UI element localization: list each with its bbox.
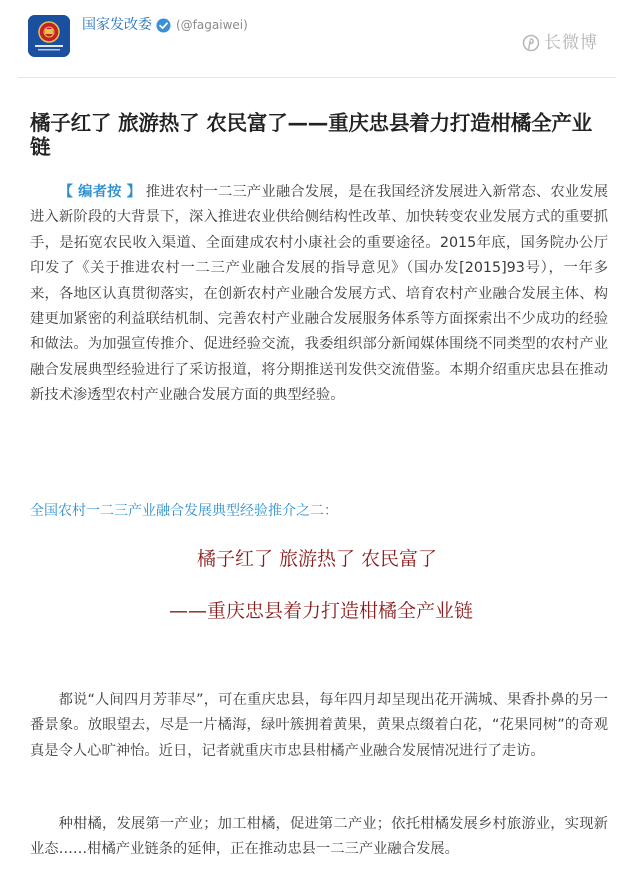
subtitle-secondary: ——重庆忠县着力打造柑橘全产业链 — [168, 600, 473, 622]
brand-text: 长微博 — [544, 33, 598, 53]
body-paragraph-1: 都说“人间四月芳菲尽”，可在重庆忠县，每年四月却呈现出花开满城、果香扑鼻的另一番景象。放眼望去，尽是一片橘海，绿叶簇拥着黄果，黄果点缀着白花，“花果同树”的奇观真是令人心旷神怡。近日，记者就重庆市忠县柑橘产业融合发展情况进行了走访。 — [30, 692, 608, 759]
editor-note-text: 推进农村一二三产业融合发展，是在我国经济发展进入新常态、农业发展进入新阶段的大背景下，深入推进农业供给侧结构性改革、加快转变农业发展方式的重要抓手，是拓宽农民收入渠道、全面建成农村小康社会的重要途径。2015年底，国务院办公厅印发了《关于推进农村一二三产业融合发展的指导意见》（国办发[2015]93号），一年多来，各地区认真贯彻落实，在创新农村产业融合发展方式、培育农村产业融合发展主体、构建更加紧密的利益联结机制、完善农村产业融合发展服务体系等方面探索出不少成功的经验和做法。为加强宣传推介、促进经验交流，我委组织部分新闻媒体围绕不同类型的农村产业融合发展典型经验进行了采访报道，将分期推送刊发供交流借鉴。本期介绍重庆忠县在推动新技术渗透型农村产业融合发展方面的典型经验。 — [30, 184, 608, 404]
header-divider — [18, 77, 616, 78]
subtitle-main: 橘子红了 旅游热了 农民富了 — [196, 548, 438, 570]
editor-note — [30, 180, 608, 409]
weibo-header — [0, 0, 634, 78]
account-name[interactable]: 国家发改委 — [82, 17, 152, 33]
avatar[interactable] — [28, 15, 70, 57]
account-handle[interactable]: (@fagaiwei) — [176, 18, 248, 32]
editor-note-tag: 【 编者按 】 — [58, 184, 142, 200]
body-paragraph-2: 种柑橘，发展第一产业；加工柑橘，促进第二产业；依托柑橘发展乡村旅游业，实现新业态……柑橘产业链条的延伸，正在推动忠县一二三产业融合发展。 — [30, 816, 608, 858]
national-emblem-icon — [28, 15, 70, 57]
verified-badge-icon — [156, 18, 171, 33]
article-title: 橘子红了 旅游热了 农民富了——重庆忠县着力打造柑橘全产业链 — [30, 111, 592, 159]
pinterest-like-logo-icon — [522, 34, 540, 52]
series-label: 全国农村一二三产业融合发展典型经验推介之二： — [30, 503, 338, 519]
